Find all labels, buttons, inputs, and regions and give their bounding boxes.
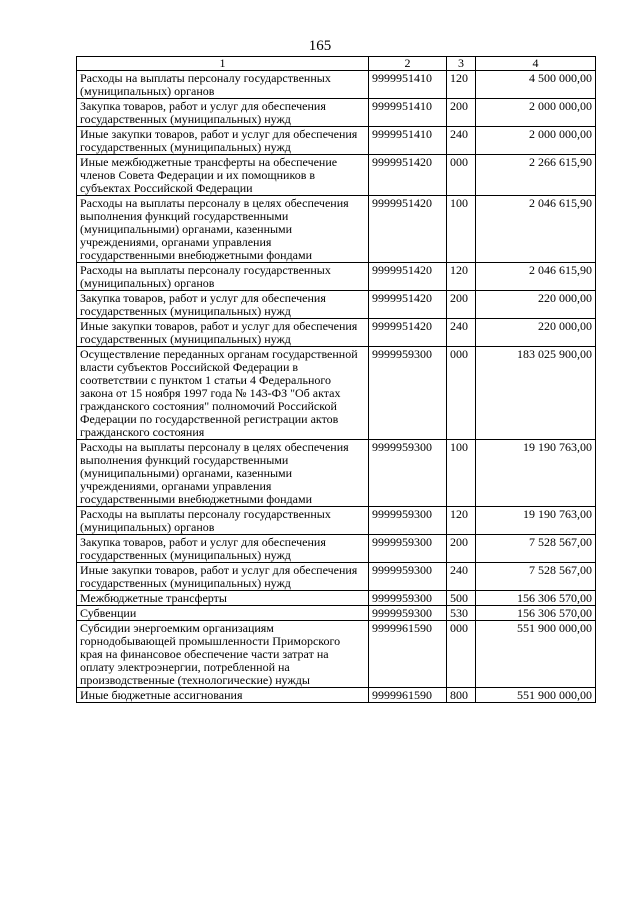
- row-amount: 156 306 570,00: [476, 591, 596, 606]
- row-name: Субвенции: [77, 606, 369, 621]
- row-type: 530: [447, 606, 476, 621]
- row-code: 9999951420: [369, 196, 447, 263]
- row-amount: 183 025 900,00: [476, 347, 596, 440]
- table-row: [77, 99, 596, 127]
- row-name: Закупка товаров, работ и услуг для обеспечения государственных (муниципальных) нужд: [77, 535, 369, 563]
- row-amount: 551 900 000,00: [476, 688, 596, 703]
- row-type: 100: [447, 440, 476, 507]
- row-amount: 19 190 763,00: [476, 440, 596, 507]
- row-name: Иные закупки товаров, работ и услуг для обеспечения государственных (муниципальных) нужд: [77, 563, 369, 591]
- row-name: Субсидии энергоемким организациям горнодобывающей промышленности Приморского края на финансовое обеспечение части затрат на оплату электроэнергии, потребленной на производственные (технологические) нужды: [77, 621, 369, 688]
- row-name: Иные закупки товаров, работ и услуг для обеспечения государственных (муниципальных) нужд: [77, 319, 369, 347]
- row-name: Расходы на выплаты персоналу государственных (муниципальных) органов: [77, 507, 369, 535]
- row-name: Иные межбюджетные трансферты на обеспечение членов Совета Федерации и их помощников в субъектах Российской Федерации: [77, 155, 369, 196]
- table-row: [77, 347, 596, 440]
- row-type: 200: [447, 535, 476, 563]
- row-name: Иные бюджетные ассигнования: [77, 688, 369, 703]
- row-code: 9999951410: [369, 127, 447, 155]
- row-name: Межбюджетные трансферты: [77, 591, 369, 606]
- column-header-amount: 4: [476, 57, 596, 71]
- row-code: 9999959300: [369, 507, 447, 535]
- row-amount: 551 900 000,00: [476, 621, 596, 688]
- row-type: 240: [447, 563, 476, 591]
- row-code: 9999951410: [369, 99, 447, 127]
- row-code: 9999961590: [369, 621, 447, 688]
- table-header-row: [77, 57, 596, 71]
- budget-table: [76, 56, 596, 703]
- table-row: [77, 440, 596, 507]
- table-row: [77, 155, 596, 196]
- row-name: Расходы на выплаты персоналу в целях обеспечения выполнения функций государственными (муниципальными) органами, казенными учреждениями, органами управления государственными внебюджетными фондами: [77, 196, 369, 263]
- table-row: [77, 535, 596, 563]
- row-amount: 220 000,00: [476, 319, 596, 347]
- row-code: 9999959300: [369, 347, 447, 440]
- page-number: 165: [308, 38, 332, 54]
- row-amount: 2 266 615,90: [476, 155, 596, 196]
- row-amount: 7 528 567,00: [476, 535, 596, 563]
- row-type: 000: [447, 347, 476, 440]
- table-row: [77, 563, 596, 591]
- row-type: 240: [447, 319, 476, 347]
- column-header-type: 3: [447, 57, 476, 71]
- table-row: [77, 196, 596, 263]
- row-code: 9999959300: [369, 535, 447, 563]
- column-header-name: 1: [77, 57, 369, 71]
- row-type: 120: [447, 263, 476, 291]
- row-type: 500: [447, 591, 476, 606]
- table-row: [77, 688, 596, 703]
- table-row: [77, 606, 596, 621]
- row-type: 240: [447, 127, 476, 155]
- row-code: 9999961590: [369, 688, 447, 703]
- row-type: 120: [447, 71, 476, 99]
- row-name: Иные закупки товаров, работ и услуг для обеспечения государственных (муниципальных) нужд: [77, 127, 369, 155]
- table-row: [77, 291, 596, 319]
- row-code: 9999959300: [369, 591, 447, 606]
- column-header-code: 2: [369, 57, 447, 71]
- row-name: Расходы на выплаты персоналу государственных (муниципальных) органов: [77, 263, 369, 291]
- table-row: [77, 263, 596, 291]
- row-code: 9999951420: [369, 263, 447, 291]
- table-row: [77, 591, 596, 606]
- row-amount: 2 000 000,00: [476, 99, 596, 127]
- row-code: 9999951420: [369, 291, 447, 319]
- row-amount: 4 500 000,00: [476, 71, 596, 99]
- row-amount: 7 528 567,00: [476, 563, 596, 591]
- row-code: 9999959300: [369, 606, 447, 621]
- row-name: Расходы на выплаты персоналу в целях обеспечения выполнения функций государственными (муниципальными) органами, казенными учреждениями, органами управления государственными внебюджетными фондами: [77, 440, 369, 507]
- table-row: [77, 621, 596, 688]
- row-amount: 2 046 615,90: [476, 263, 596, 291]
- row-code: 9999959300: [369, 440, 447, 507]
- table-row: [77, 127, 596, 155]
- row-code: 9999951420: [369, 319, 447, 347]
- row-code: 9999959300: [369, 563, 447, 591]
- row-name: Закупка товаров, работ и услуг для обеспечения государственных (муниципальных) нужд: [77, 99, 369, 127]
- row-amount: 2 000 000,00: [476, 127, 596, 155]
- row-type: 120: [447, 507, 476, 535]
- row-type: 200: [447, 99, 476, 127]
- row-amount: 19 190 763,00: [476, 507, 596, 535]
- row-code: 9999951420: [369, 155, 447, 196]
- row-amount: 156 306 570,00: [476, 606, 596, 621]
- row-type: 800: [447, 688, 476, 703]
- row-type: 000: [447, 621, 476, 688]
- row-type: 200: [447, 291, 476, 319]
- row-name: Осуществление переданных органам государственной власти субъектов Российской Федерации в соответствии с пунктом 1 статьи 4 Федерального закона от 15 ноября 1997 года № 143-ФЗ "Об актах гражданского состояния" полномочий Российской Федерации по государственной регистрации актов гражданского состояния: [77, 347, 369, 440]
- row-type: 000: [447, 155, 476, 196]
- row-amount: 2 046 615,90: [476, 196, 596, 263]
- row-type: 100: [447, 196, 476, 263]
- table-row: [77, 71, 596, 99]
- table-row: [77, 319, 596, 347]
- table-row: [77, 507, 596, 535]
- row-amount: 220 000,00: [476, 291, 596, 319]
- row-name: Расходы на выплаты персоналу государственных (муниципальных) органов: [77, 71, 369, 99]
- row-code: 9999951410: [369, 71, 447, 99]
- row-name: Закупка товаров, работ и услуг для обеспечения государственных (муниципальных) нужд: [77, 291, 369, 319]
